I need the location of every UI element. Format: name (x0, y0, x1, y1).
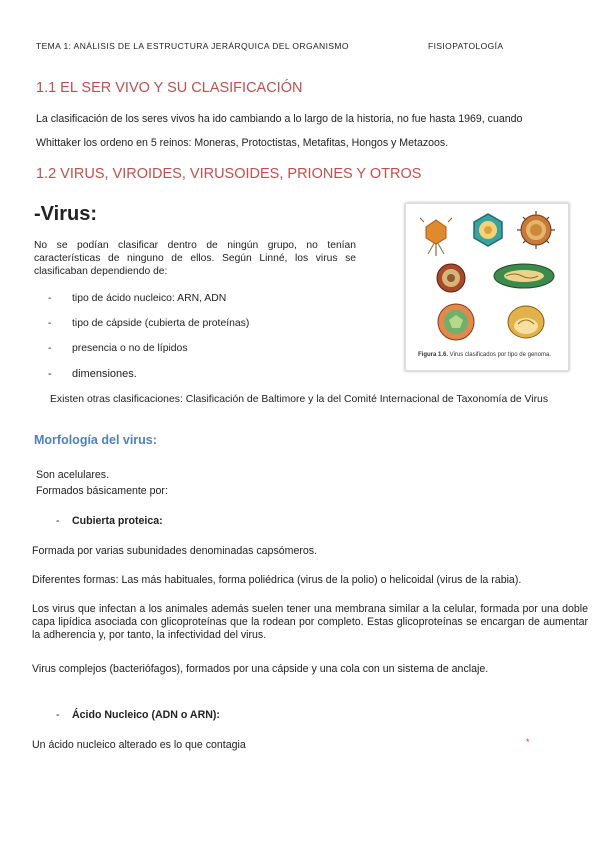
virus-drawing (420, 218, 452, 256)
header-subject: FISIOPATOLOGÍA (428, 41, 504, 51)
morphology-title: Morfología del virus: (34, 433, 157, 447)
section-1-line-1: La clasificación de los seres vivos ha ido cambiando a lo largo de la historia, no fue hasta 1969, cuando (36, 113, 523, 125)
protein-coat-heading: - Cubierta proteica: (56, 515, 163, 527)
paragraph-capsomeres: Formada por varias subunidades denominadas capsómeros. (32, 545, 318, 557)
morphology-line-1: Son acelulares. (36, 469, 110, 481)
paragraph-membrane: Los virus que infectan a los animales además suelen tener una membrana similar a la celular, formada por una doble capa lipídica asociada con glicoproteínas que la rodean por completo. Estas glicoproteínas se encargan de aumentar la adherencia y, por tanto, la infectividad del virus. (32, 603, 588, 641)
list-item: - presencia o no de lípidos (48, 343, 249, 368)
nucleic-acid-heading: - Ácido Nucleico (ADN o ARN): (56, 709, 220, 721)
virus-illustrations (406, 204, 568, 350)
other-classifications: Existen otras clasificaciones: Clasificación de Baltimore y la del Comité Internacional de Taxonomía de Virus (50, 394, 549, 405)
virus-drawing (508, 306, 544, 338)
figure-caption: Figura 1.6. Virus clasificados por tipo de genoma. (418, 352, 551, 358)
virus-drawing (437, 264, 465, 292)
classification-criteria-list (48, 293, 249, 393)
virus-drawing (474, 214, 502, 246)
virus-drawing (494, 264, 554, 288)
paragraph-contagion: Un ácido nucleico alterado es lo que contagia (32, 739, 246, 751)
red-asterisk: * (526, 737, 530, 747)
list-item: - tipo de ácido nucleico: ARN, ADN (48, 293, 249, 318)
list-item: - dimensiones. (48, 368, 249, 393)
section-1-line-2: Whittaker los ordeno en 5 reinos: Moneras, Protoctistas, Metafitas, Hongos y Metazoos. (36, 137, 449, 149)
section-1-title: 1.1 EL SER VIVO Y SU CLASIFICACIÓN (36, 80, 303, 96)
virus-intro: No se podían clasificar dentro de ningún grupo, no tenían características de ninguno de ellos. Según Linné, los virus se clasificaban dependiendo de: (34, 240, 356, 277)
virus-heading: -Virus: (34, 203, 97, 225)
header-title: TEMA 1: ANÁLISIS DE LA ESTRUCTURA JERÁRQUICA DEL ORGANISMO (36, 41, 349, 51)
section-2-title: 1.2 VIRUS, VIROIDES, VIRUSOIDES, PRIONES Y OTROS (36, 166, 422, 182)
virus-figure (405, 203, 569, 371)
paragraph-shapes: Diferentes formas: Las más habituales, forma poliédrica (virus de la polio) o helicoidal (virus de la rabia). (32, 574, 522, 586)
morphology-line-2: Formados básicamente por: (36, 485, 168, 497)
list-item: - tipo de cápside (cubierta de proteínas) (48, 318, 249, 343)
virus-drawing (517, 211, 555, 249)
paragraph-complex-virus: Virus complejos (bacteriófagos), formados por una cápside y una cola con un sistema de anclaje. (32, 663, 489, 675)
virus-drawing (438, 304, 474, 340)
